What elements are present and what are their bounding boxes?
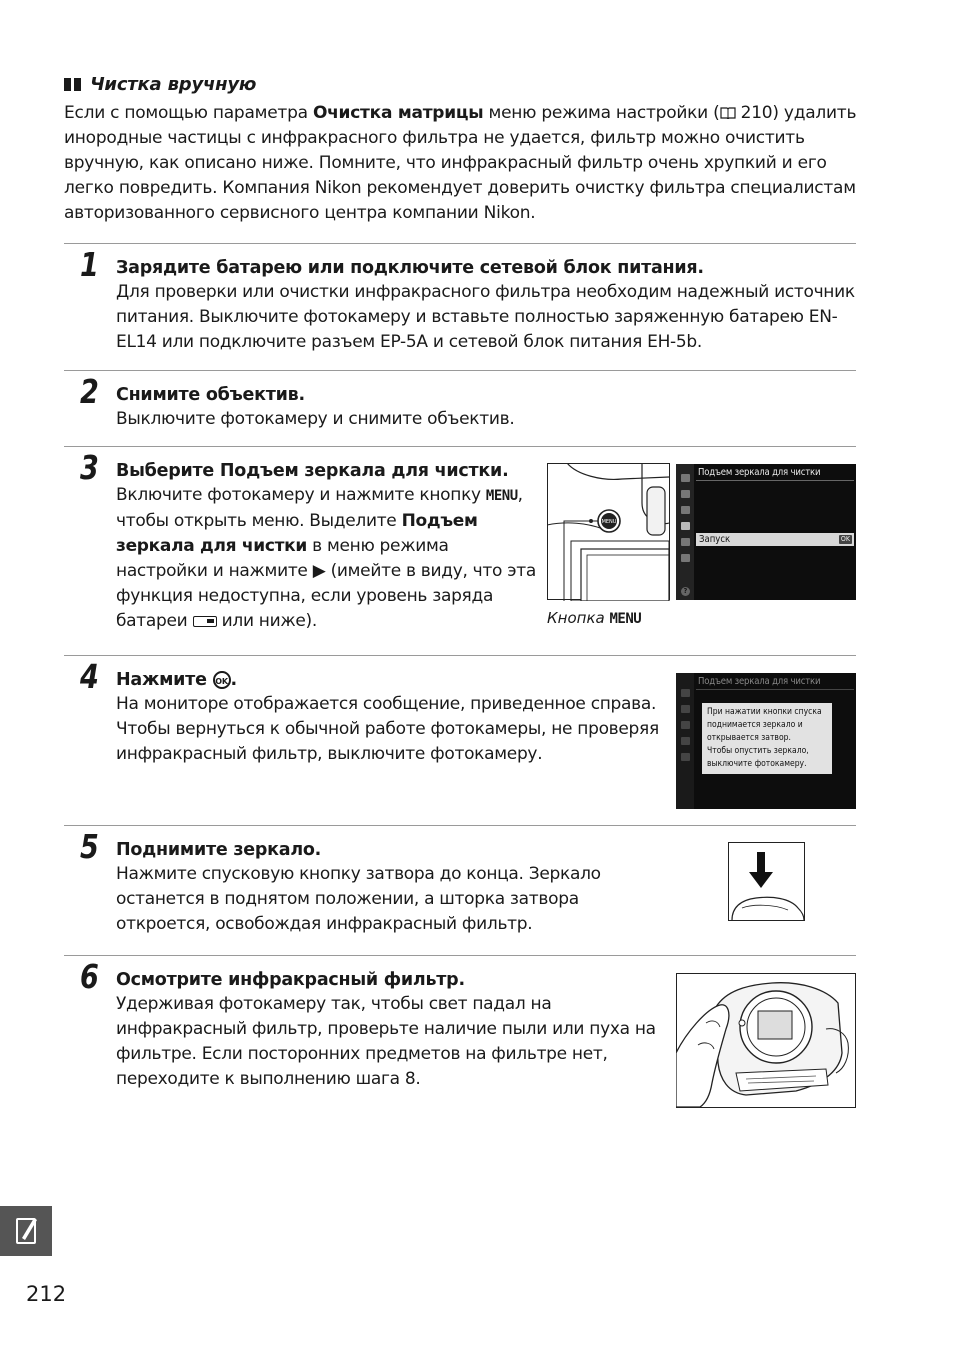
menu-tab-icon [681,737,690,745]
section-title-text: Чистка вручную [90,74,257,95]
menu-tabs-rail [676,464,694,600]
chapter-tab [0,1206,52,1256]
ok-button-icon: OK [213,671,231,689]
message-box: При нажатии кнопки спуска поднимается зеркало и открывается затвор. Чтобы опустить зеркало, выключите фотокамеру. [702,703,832,774]
svg-text:MENU: MENU [601,519,617,525]
shutter-press-illustration [728,842,806,922]
step-number: 5 [80,827,99,866]
shooting-menu-icon [681,490,690,498]
step-number: 2 [80,372,99,411]
menu-item-start: Запуск OK [696,533,854,546]
menu-tabs-rail [676,673,694,809]
menu-screen [676,464,856,600]
menu-tab-icon [681,721,690,729]
step-title: Осмотрите инфракрасный фильтр. [116,970,465,990]
menu-screen-title: Подъем зеркала для чистки [698,467,821,478]
message-screen-divider [696,689,854,690]
step-text: Для проверки или очистки инфракрасного фильтра необходим надежный источник питания. Выключите фотокамеру и вставьте полностью заряженную батарею EN-EL14 или подключите разъем EP-5A и сетевой блок питания EH-5b. [116,282,855,352]
message-screen-title: Подъем зеркала для чистки [698,676,821,687]
intro-paragraph: Если с помощью параметра Очистка матрицы меню режима настройки ( 210) удалить инородные частицы с инфракрасного фильтра не удается, фильтр можно очистить вручную, как описано ниже. Помните, что инфракрасный фильтр очень хрупкий и его легко повредить. Компания Nikon рекомендует доверить очистку фильтра специалистам авторизованного сервисного центра компании Nikon. [64,103,857,223]
help-icon: ? [681,587,690,596]
section-marker-icon [64,78,71,91]
divider [64,370,856,371]
divider [64,446,856,447]
menu-tab-icon [681,705,690,713]
menu-button-label: MENU [485,488,518,504]
section-marker-icon [74,78,81,91]
divider [64,955,856,956]
camera-inspection-illustration [676,973,857,1109]
step-title: Поднимите зеркало. [116,840,322,860]
step-text: Выключите фотокамеру и снимите объектив. [116,409,515,429]
image-caption: Кнопка MENU [547,609,642,627]
step-text: Удерживая фотокамеру так, чтобы свет падал на инфракрасный фильтр, проверьте наличие пыли или пуха на фильтре. Если посторонних предметов на фильтре нет, переходите к выполнению шага 8. [116,994,656,1089]
arrow-right-icon: ▶ [312,561,326,581]
book-icon [720,107,736,119]
ok-badge: OK [840,535,850,543]
setup-menu-icon [681,522,690,530]
playback-menu-icon [681,474,690,482]
step-title: Нажмите OK . [116,670,237,690]
step-text: Нажмите спусковую кнопку затвора до конца. Зеркало останется в поднятом положении, а шторка затвора откроется, освобождая инфракрасный фильтр. [116,864,601,934]
step-number: 4 [80,657,99,696]
step-text: На мониторе отображается сообщение, приведенное справа. Чтобы вернуться к обычной работе фотокамеры, не проверяя инфракрасный фильтр, выключите фотокамеру. [116,694,659,764]
menu-tab-icon [681,689,690,697]
recent-settings-icon [681,538,690,546]
camera-back-illustration [547,463,671,601]
intro-bold-term: Очистка матрицы [312,103,484,123]
step-title: Снимите объектив. [116,385,305,405]
battery-low-icon [193,616,217,627]
section-title [64,74,256,95]
message-screen [676,673,856,809]
retouch-menu-icon [681,506,690,514]
menu-tab-icon [681,753,690,761]
divider [64,243,856,244]
step-number: 3 [80,448,99,487]
divider [64,825,856,826]
step-title: Зарядите батарею или подключите сетевой блок питания. [116,258,704,278]
technical-notes-icon [0,1206,52,1256]
step-title: Выберите Подъем зеркала для чистки. [116,461,509,481]
divider [64,655,856,656]
step-number: 6 [80,957,99,996]
my-menu-icon [681,554,690,562]
step-number: 1 [80,245,99,284]
step-text: Включите фотокамеру и нажмите кнопку MENU, чтобы открыть меню. Выделите Подъем зеркала для чистки в меню режима настройки и нажмите ▶ (имейте в виду, что эта функция недоступна, если уровень заряда батареи или ниже). [116,485,536,631]
page-reference: 210 [740,103,773,123]
page-number: 212 [26,1282,67,1306]
menu-screen-divider [696,480,854,481]
